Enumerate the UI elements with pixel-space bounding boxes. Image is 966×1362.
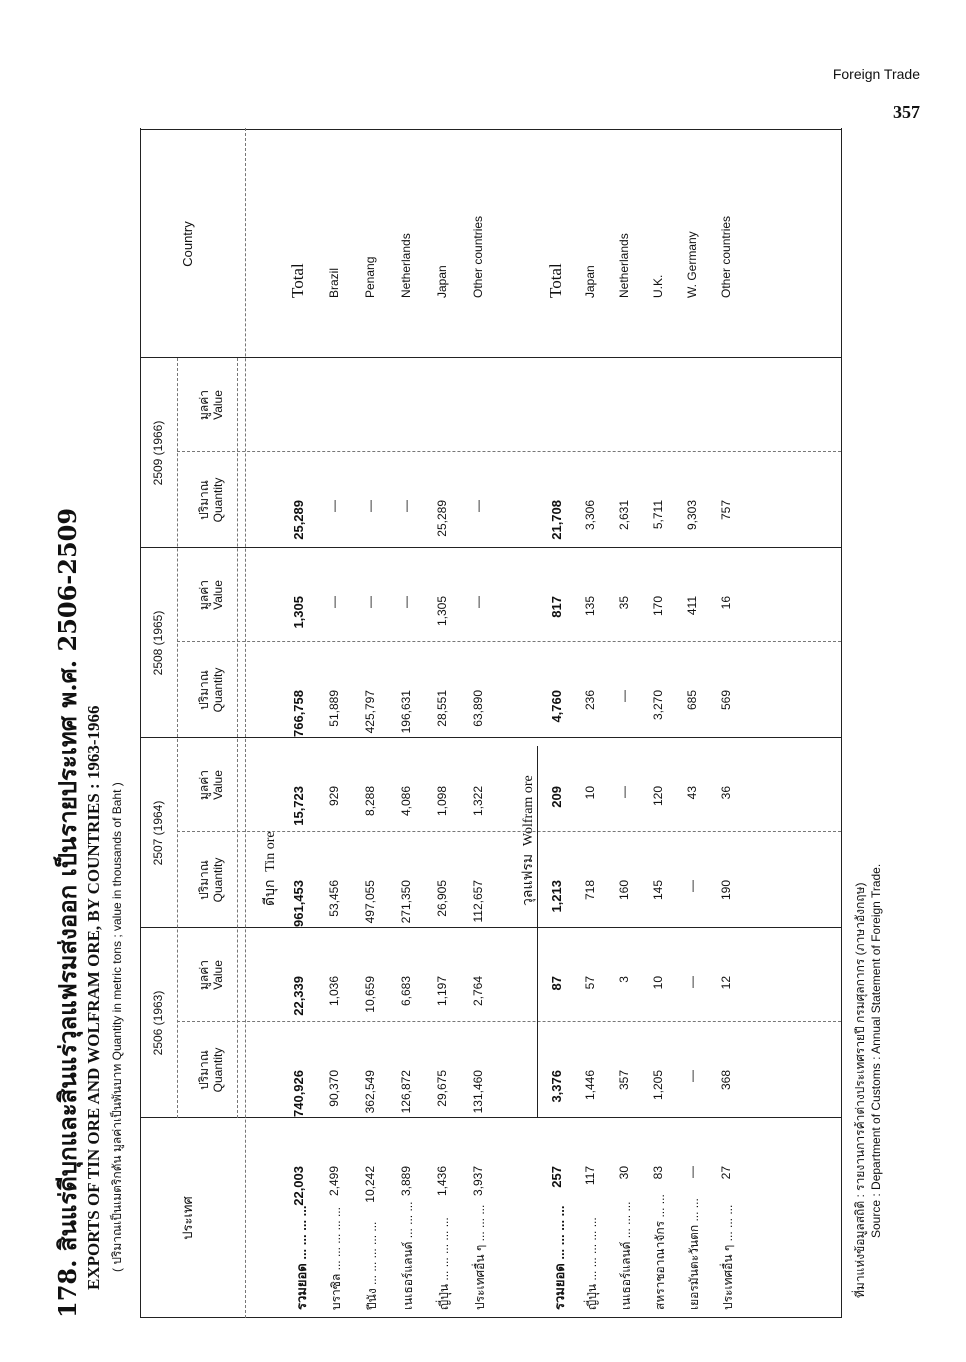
value-cell: 3,376 [549,1070,564,1103]
exports-table [140,128,842,1318]
table-row [681,128,705,1318]
country-name-english: Total [288,263,307,298]
country-name-english: Netherlands [617,233,631,298]
country-name-english: Japan [583,265,597,298]
quantity-cell: 87 [549,976,564,991]
value-cell: 112,657 [471,880,485,923]
quantity-cell: 1,305 [435,596,449,627]
quantity-cell: 43 [685,786,699,800]
value-cell: 569 [719,690,733,711]
year-1964: 2507 (1964) [151,800,165,866]
quantity-cell: 209 [549,786,564,808]
country-name-english: Netherlands [399,233,413,298]
value-cell: — [363,500,377,512]
value-cell: 196,631 [399,690,413,734]
value-header: มูลค่า Value [197,769,225,801]
country-name-english: Penang [363,256,377,298]
quantity-cell: 1,322 [471,786,485,817]
country-name-thai: เนเธอร์แลนด์ ... ... ... [619,1201,633,1310]
quantity-cell: 117 [583,1166,597,1186]
table-row [467,128,491,1318]
value-cell: 757 [719,500,733,521]
country-name-english: Other countries [471,215,485,298]
quantity-cell: 12 [719,976,733,990]
value-cell: 4,760 [549,690,564,723]
country-header-th: ประเทศ [180,1196,195,1240]
value-cell: 3,270 [651,690,665,721]
value-cell: 362,549 [363,1070,377,1114]
value-cell: 26,905 [435,880,449,917]
quantity-cell: — [685,976,699,988]
table-row [545,128,569,1318]
quantity-header: ปริมาณ Quantity [197,857,225,903]
quantity-cell: 30 [617,1166,631,1180]
value-cell: 25,289 [435,500,449,537]
quantity-cell: 817 [549,596,564,618]
quantity-cell: 411 [685,596,699,616]
quantity-cell: 22,339 [291,976,306,1016]
value-cell: 271,350 [399,880,413,924]
quantity-cell: — [363,596,377,608]
value-cell: 961,453 [291,880,306,927]
value-cell: 29,675 [435,1070,449,1107]
country-name-thai: สหราชอาณาจักร ... ... [653,1194,667,1310]
country-name-thai: ปีนัง ... ... ... ... ... [365,1221,379,1310]
value-header: มูลค่า Value [197,959,225,991]
value-cell: 236 [583,690,597,711]
value-cell: 1,205 [651,1070,665,1101]
table-row [323,128,347,1318]
country-name-english: U.K. [651,274,665,298]
value-cell: — [685,880,699,892]
value-cell: 9,303 [685,500,699,531]
quantity-cell: 135 [583,596,597,617]
quantity-cell: 3,937 [471,1166,485,1197]
value-cell: — [617,690,631,702]
footer-source [852,864,884,1298]
quantity-cell: — [617,786,631,798]
quantity-cell: 1,036 [327,976,341,1007]
quantity-cell: — [685,1166,699,1178]
country-name-thai: บราซิล ... ... ... ... ... [329,1207,343,1310]
quantity-header: ปริมาณ Quantity [197,667,225,713]
country-name-english: W. Germany [685,231,699,298]
quantity-cell: 1,305 [291,596,306,629]
value-cell: — [327,500,341,512]
value-cell: 766,758 [291,690,306,737]
value-cell: 53,456 [327,880,341,917]
quantity-cell: 2,499 [327,1166,341,1197]
value-cell: 1,446 [583,1070,597,1101]
value-cell: — [471,500,485,512]
year-1963: 2506 (1963) [151,990,165,1056]
value-cell: 1,213 [549,880,564,913]
value-cell: 718 [583,880,597,901]
value-cell: 131,460 [471,1070,485,1114]
quantity-cell: 120 [651,786,665,807]
country-name-thai: ประเทศอื่น ๆ ... ... ... [721,1204,735,1310]
value-cell: — [685,1070,699,1082]
quantity-cell: 35 [617,596,631,610]
quantity-cell: 10,659 [363,976,377,1013]
quantity-cell: 4,086 [399,786,413,817]
value-cell: 3,306 [583,500,597,531]
year-1966: 2509 (1966) [151,420,165,486]
country-name-thai: ญี่ปุ่น ... ... ... ... ... [585,1217,599,1310]
quantity-cell: — [399,596,413,608]
value-cell: 28,551 [435,690,449,727]
value-cell: 2,631 [617,500,631,531]
value-cell: 740,926 [291,1070,306,1117]
table-row [431,128,455,1318]
table-row [359,128,383,1318]
country-name-thai: ประเทศอื่น ๆ ... ... ... [473,1204,487,1310]
source-english: Source : Department of Customs : Annual Statement of Foreign Trade. [869,863,883,1238]
quantity-cell: 83 [651,1166,665,1180]
quantity-cell: 22,003 [291,1166,306,1206]
quantity-cell: 1,098 [435,786,449,817]
quantity-cell: 3,889 [399,1166,413,1197]
page-number: 357 [893,102,920,122]
title-block [48,128,140,1318]
quantity-cell: 929 [327,786,341,807]
quantity-cell: 2,764 [471,976,485,1007]
value-cell: 685 [685,690,699,711]
value-cell: 497,055 [363,880,377,924]
table-row [647,128,671,1318]
quantity-cell: 15,723 [291,786,306,826]
quantity-cell: 1,197 [435,976,449,1007]
country-name-english: Brazil [327,267,341,298]
quantity-cell: — [471,596,485,608]
country-name-english: Japan [435,265,449,298]
quantity-cell: 8,288 [363,786,377,817]
quantity-cell: 16 [719,596,733,610]
title-english: EXPORTS OF TIN ORE AND WOLFRAM ORE, BY COUNTRIES : 1963-1966 [84,705,103,1290]
value-cell: 145 [651,880,665,901]
quantity-cell: 10 [583,786,597,800]
table-row [395,128,419,1318]
value-cell: 63,890 [471,690,485,727]
value-cell: 357 [617,1070,631,1091]
value-cell: 90,370 [327,1070,341,1107]
value-cell: 5,711 [651,500,665,530]
country-name-thai: เยอรมันตะวันตก ... ... [687,1198,701,1310]
country-name-thai: รวมยอด ... ... ... ... [552,1205,567,1310]
table-row [613,128,637,1318]
title-thai: 178. สินแร่ดีบุกและสินแร่วุลแฟรมส่งออก เป็นรายประเทศ พ.ศ. 2506-2509 [53,507,82,1318]
quantity-cell: 10 [651,976,665,990]
quantity-cell: 36 [719,786,733,800]
value-cell: 160 [617,880,631,901]
table-row [287,128,311,1318]
quantity-cell: 57 [583,976,597,990]
country-name-thai: เนเธอร์แลนด์ ... ... ... [401,1201,415,1310]
wolfram-section-label: วุลแฟรม Wolfram ore [519,775,536,906]
value-cell: 368 [719,1070,733,1091]
running-head: Foreign Trade [832,66,920,82]
year-1965: 2508 (1965) [151,610,165,676]
quantity-cell: 6,683 [399,976,413,1007]
quantity-cell: 170 [651,596,665,617]
country-name-english: Total [546,263,565,298]
value-cell: 21,708 [549,500,564,540]
quantity-cell: 10,242 [363,1166,377,1203]
value-cell: 126,872 [399,1070,413,1114]
table-row [579,128,603,1318]
quantity-header: ปริมาณ Quantity [197,1047,225,1093]
tin-section-label: ดีบุก Tin ore [261,831,278,906]
quantity-cell: 27 [719,1166,733,1180]
quantity-cell: 1,436 [435,1166,449,1197]
country-name-thai: ญี่ปุ่น ... ... ... ... ... [437,1217,451,1310]
units-subtitle: ( ปริมาณเป็นเมตริกตัน มูลค่าเป็นพันบาท Quantity in metric tons ; value in thousands of Baht ) [110,782,124,1272]
value-cell: 425,797 [363,690,377,734]
quantity-cell: — [327,596,341,608]
country-name-thai: รวมยอด ... ... ... ... [294,1205,309,1310]
table-row [715,128,739,1318]
country-header-en: Country [180,221,195,267]
value-cell: — [399,500,413,512]
value-cell: 190 [719,880,733,901]
quantity-cell: 3 [617,976,631,983]
value-header: มูลค่า Value [197,579,225,611]
quantity-cell: 257 [549,1166,564,1188]
rotated-table-page [48,128,888,1318]
source-thai: ที่มาแห่งข้อมูลสถิติ : รายงานการค้าต่างประเทศรายปี กรมศุลกากร (ภาษาอังกฤษ) [853,882,867,1298]
value-cell: 51,889 [327,690,341,727]
country-name-english: Other countries [719,215,733,298]
value-cell: 25,289 [291,500,306,540]
value-header: มูลค่า Value [197,389,225,421]
quantity-header: ปริมาณ Quantity [197,477,225,523]
